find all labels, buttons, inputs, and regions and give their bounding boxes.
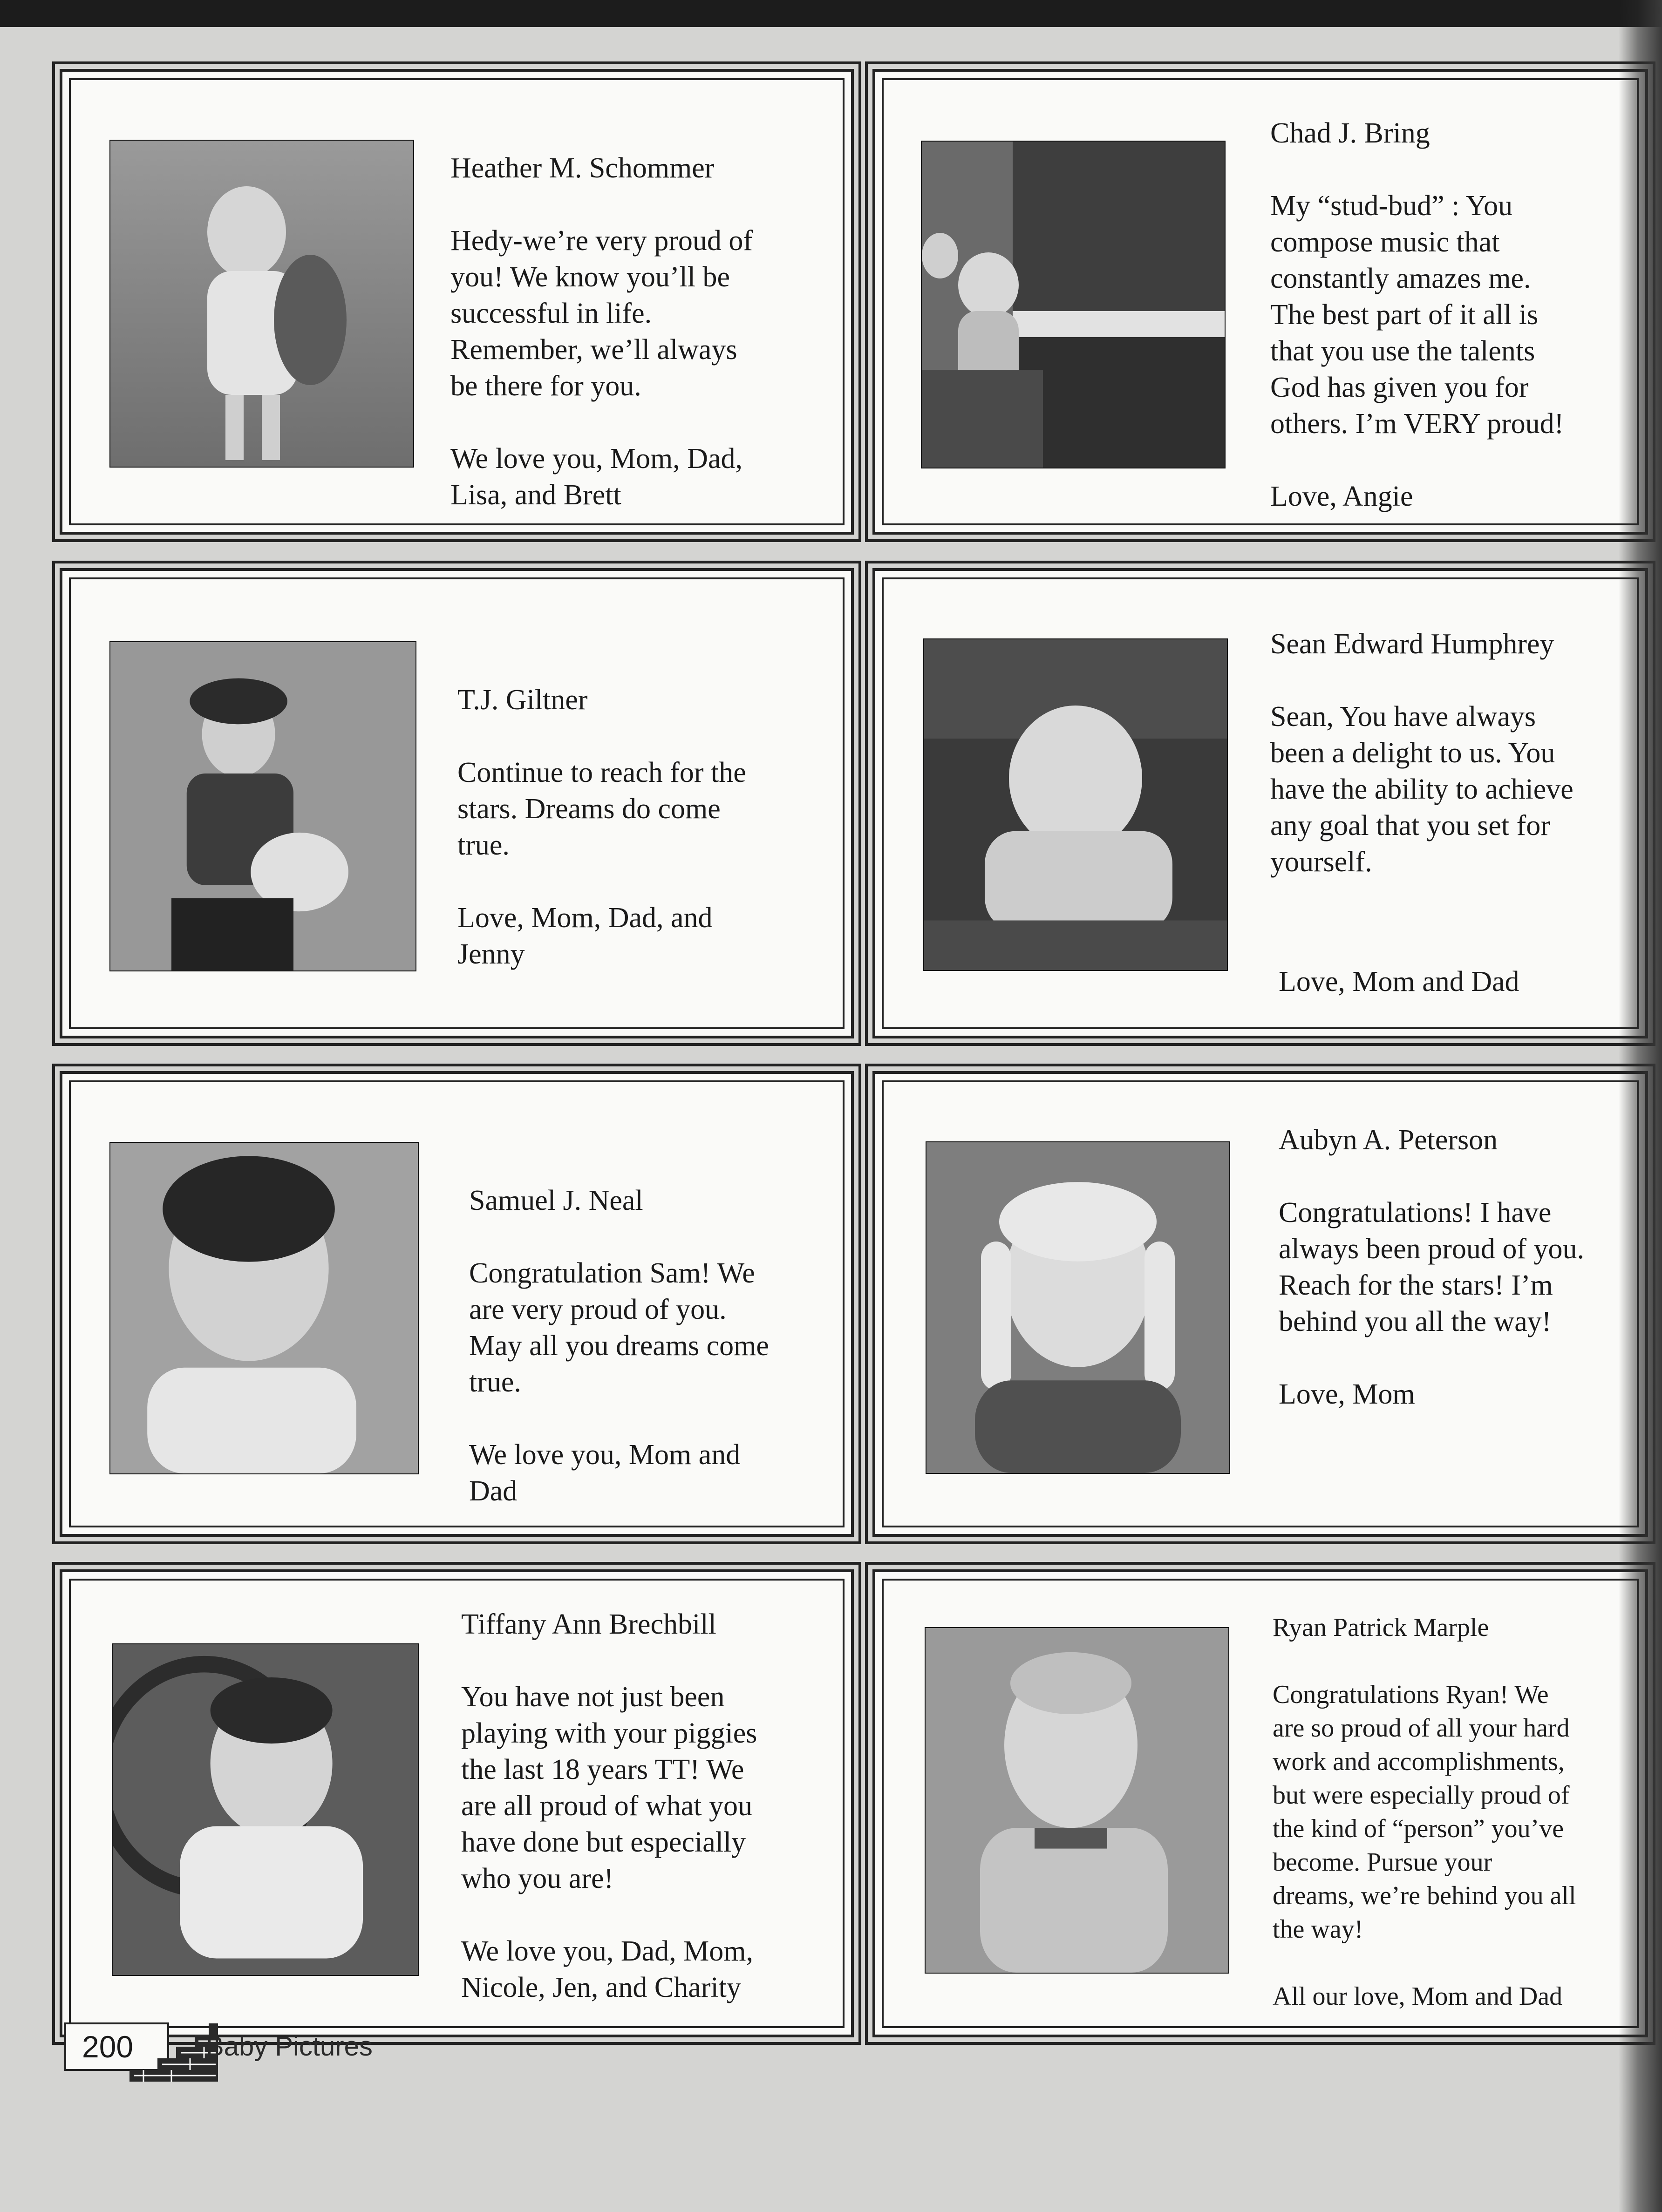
card-text bbox=[461, 1606, 757, 2006]
message: You have not just been playing with your piggies the last 18 years TT! We are all proud of what you have done but especially who you are! bbox=[461, 1681, 757, 1894]
message: Congratulations! I have always been proud of you. Reach for the stars! I’m behind you all the way! bbox=[1279, 1197, 1584, 1337]
card-text bbox=[457, 682, 746, 972]
card-text bbox=[1270, 626, 1573, 916]
baby-photo bbox=[109, 641, 416, 971]
tribute-card bbox=[60, 1569, 854, 2037]
card-frame bbox=[882, 1080, 1639, 1527]
book-spine-shadow bbox=[1619, 0, 1662, 2212]
baby-name: Tiffany Ann Brechbill bbox=[461, 1608, 716, 1640]
signature: We love you, Dad, Mom, Nicole, Jen, and Charity bbox=[461, 1935, 753, 2003]
tribute-card bbox=[872, 1569, 1648, 2037]
card-text bbox=[1279, 1122, 1584, 1412]
page-number: 200 bbox=[64, 2022, 169, 2071]
message: Continue to reach for the stars. Dreams do come true. bbox=[457, 757, 746, 861]
baby-name: Aubyn A. Peterson bbox=[1279, 1124, 1498, 1156]
tribute-card bbox=[60, 568, 854, 1038]
card-text bbox=[450, 150, 753, 513]
message: My “stud-bud” : You compose music that constantly amazes me. The best part of it all is that you use the talents God has given you for others. I’m VERY proud! bbox=[1270, 190, 1564, 440]
baby-photo bbox=[112, 1643, 419, 1976]
baby-photo bbox=[926, 1141, 1230, 1474]
baby-name: Ryan Patrick Marple bbox=[1273, 1613, 1489, 1642]
baby-name: T.J. Giltner bbox=[457, 684, 588, 716]
top-dark-edge bbox=[0, 0, 1662, 27]
message: Congratulations Ryan! We are so proud of all your hard work and accomplishments, but were especially proud of the kind of “person” you’ve become. Pursue your dreams, we’re behind you all the way! bbox=[1273, 1680, 1576, 1944]
card-frame bbox=[69, 78, 845, 525]
signature: We love you, Mom and Dad bbox=[469, 1439, 741, 1507]
baby-name: Chad J. Bring bbox=[1270, 117, 1430, 149]
signature: Love, Mom and Dad bbox=[1279, 966, 1519, 997]
card-frame bbox=[69, 577, 845, 1029]
baby-photo bbox=[925, 1627, 1229, 1974]
tribute-card bbox=[60, 69, 854, 535]
baby-photo bbox=[109, 140, 414, 468]
card-text bbox=[1273, 1611, 1576, 2013]
baby-name: Sean Edward Humphrey bbox=[1270, 628, 1554, 660]
message: Hedy-we’re very proud of you! We know you’ll be successful in life. Remember, we’ll always be there for you. bbox=[450, 225, 753, 402]
card-frame bbox=[69, 1579, 845, 2028]
signature: Love, Mom, Dad, and Jenny bbox=[457, 902, 713, 970]
signature: Love, Angie bbox=[1270, 481, 1413, 512]
tribute-card bbox=[872, 1071, 1648, 1537]
tribute-card bbox=[872, 69, 1648, 535]
card-frame bbox=[882, 577, 1639, 1029]
signature-block bbox=[1279, 964, 1519, 1000]
card-frame bbox=[882, 1579, 1639, 2028]
baby-photo bbox=[923, 638, 1228, 971]
signature: Love, Mom bbox=[1279, 1378, 1415, 1410]
baby-name: Heather M. Schommer bbox=[450, 152, 715, 184]
baby-photo bbox=[921, 141, 1226, 468]
message: Sean, You have always been a delight to us. You have the ability to achieve any goal that you set for yourself. bbox=[1270, 701, 1573, 878]
signature: We love you, Mom, Dad, Lisa, and Brett bbox=[450, 443, 742, 511]
card-text bbox=[469, 1182, 769, 1509]
baby-name: Samuel J. Neal bbox=[469, 1185, 643, 1216]
tribute-card bbox=[872, 568, 1648, 1038]
message: Congratulation Sam! We are very proud of you. May all you dreams come true. bbox=[469, 1257, 769, 1398]
signature: All our love, Mom and Dad bbox=[1273, 1982, 1563, 2011]
section-title: Baby Pictures bbox=[206, 2031, 373, 2062]
card-frame bbox=[882, 78, 1639, 525]
card-frame bbox=[69, 1080, 845, 1527]
tribute-card bbox=[60, 1071, 854, 1537]
card-text bbox=[1270, 115, 1564, 515]
page-footer bbox=[60, 2014, 432, 2084]
baby-photo bbox=[109, 1142, 419, 1474]
